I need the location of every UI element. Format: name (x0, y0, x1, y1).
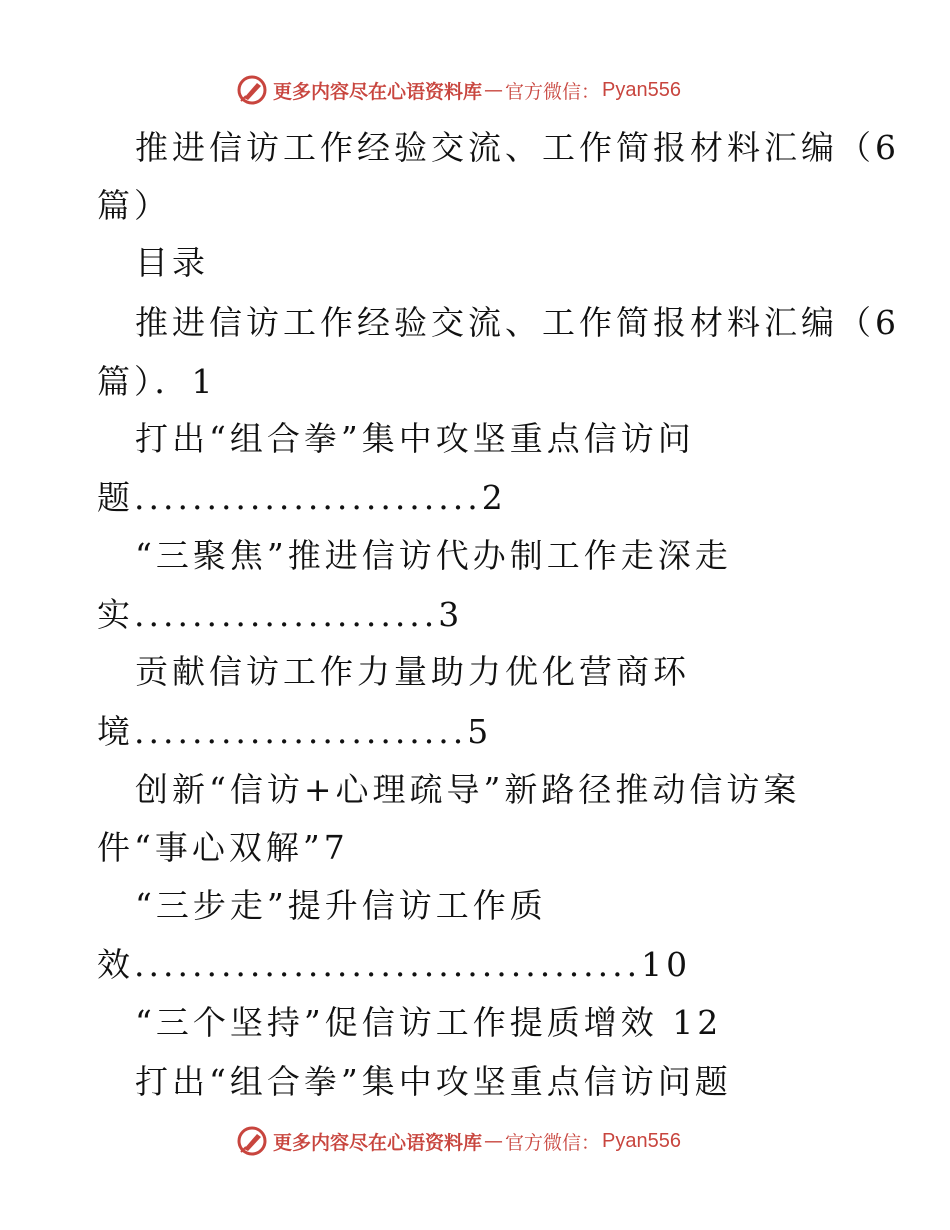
toc-heading: 目录 (135, 243, 209, 282)
toc-entry-7: “三个坚持”促信访工作提质增效 12 (135, 1003, 723, 1042)
section-heading: 打出“组合拳”集中攻坚重点信访问题 (135, 1062, 732, 1101)
banner-title: 更多内容尽在心语资料库 (273, 80, 483, 103)
toc-entry-5-line-1: 创新“信访+心理疏导”新路径推动信访案 (135, 770, 801, 809)
banner-dash: — (484, 79, 504, 101)
banner-dash: — (484, 1130, 504, 1152)
footer-banner (235, 1123, 681, 1159)
toc-entry-4-line-1: 贡献信访工作力量助力优化营商环 (135, 652, 690, 691)
banner-title: 更多内容尽在心语资料库 (273, 1131, 483, 1154)
banner-wechat-id: Pyan556 (602, 1129, 681, 1152)
toc-entry-1-line-2: 篇）．1 (97, 362, 217, 401)
toc-entry-2-line-1: 打出“组合拳”集中攻坚重点信访问 (135, 419, 695, 458)
toc-entry-1-line-1: 推进信访工作经验交流、工作简报材料汇编（6 (135, 303, 900, 342)
toc-entry-5-line-2: 件“事心双解”7 (97, 828, 349, 867)
header-banner (235, 72, 681, 108)
toc-entry-3-line-1: “三聚焦”推进信访代办制工作走深走 (135, 536, 732, 575)
toc-entry-4-line-2: 境.......................5 (97, 712, 493, 751)
pen-logo-icon (235, 1124, 269, 1158)
toc-entry-2-line-2: 题........................2 (97, 478, 507, 517)
banner-wechat-label: 官方微信： (505, 80, 601, 103)
pen-logo-icon (235, 73, 269, 107)
toc-entry-6-line-1: “三步走”提升信访工作质 (135, 886, 547, 925)
doc-title-line-1: 推进信访工作经验交流、工作简报材料汇编（6 (135, 128, 900, 167)
doc-title-line-2: 篇） (97, 186, 171, 225)
toc-entry-3-line-2: 实.....................3 (97, 595, 464, 634)
banner-wechat-label: 官方微信： (505, 1131, 601, 1154)
toc-entry-6-line-2: 效...................................10 (97, 945, 692, 984)
banner-wechat-id: Pyan556 (602, 78, 681, 101)
